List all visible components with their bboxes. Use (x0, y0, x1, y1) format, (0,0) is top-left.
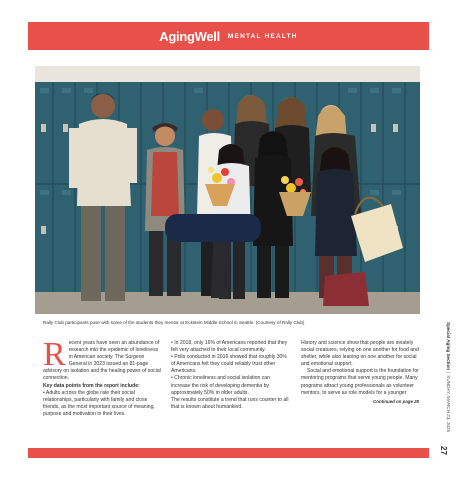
brand-title: AgingWell (159, 28, 220, 44)
continued-link[interactable]: Continued on page 28 (373, 398, 419, 404)
drop-cap: R (43, 336, 66, 373)
bullet-item: • Polls conducted in 2016 showed that roughly 30% of Americans felt they could reliably trust other Americans. (171, 354, 287, 375)
bullet-item: • Adults across the globe rate their social relationships, particularly with family and close friends, as the most important source of meaning, purpose and motivation in their lives. (43, 389, 155, 417)
sidebar-text (446, 322, 451, 432)
page-number: 27 (438, 446, 448, 455)
header-bar (28, 22, 429, 50)
body-paragraph: Social and emotional support is the foundation for mentoring programs that serve young people. Many programs attract young professionals as volunteer mentors, to serve as role models for a younger (301, 368, 419, 396)
section-label: MENTAL HEALTH (227, 32, 298, 40)
bullet-item: • In 2018, only 16% of Americans reported that they felt very attached to their local community. (171, 340, 288, 354)
article-intro: ecent years have seen an abundance of research into the epidemic of loneliness in American society. The Surgeon General in 2023 issued an 81-page advisory on isolation and the healing power of social connection. (43, 340, 161, 382)
page-sidebar (442, 322, 452, 442)
article-column-3 (301, 340, 419, 405)
bullet-item: • Chronic loneliness and social isolation can increase the risk of developing dementia by approximately 50% in older adults. (171, 375, 270, 396)
key-data-heading: Key data points from the report include: (43, 382, 140, 389)
article-column-2 (171, 340, 289, 411)
sidebar-separator: | (446, 372, 451, 374)
photo-caption: Rally Club participants pose with some of the students they mentor at Eckstein Middle School in Seattle. (Courtesy of Rally Club) (43, 320, 305, 325)
publication-name: Special Aging Section (446, 322, 451, 371)
body-paragraph: The results constitute a trend that runs counter to all that is known about humankind. (171, 396, 289, 410)
article-column-1 (43, 336, 161, 418)
body-paragraph: History and science show that people are innately social creatures, relying on one another for food and shelter, while also leaning on one another for social and emotional support. (301, 340, 419, 368)
article-photo (35, 66, 420, 314)
group-photo-illustration (35, 66, 420, 314)
issue-date: SUNDAY, MARCH 23, 2025 (446, 375, 451, 433)
footer-bar (28, 448, 429, 458)
